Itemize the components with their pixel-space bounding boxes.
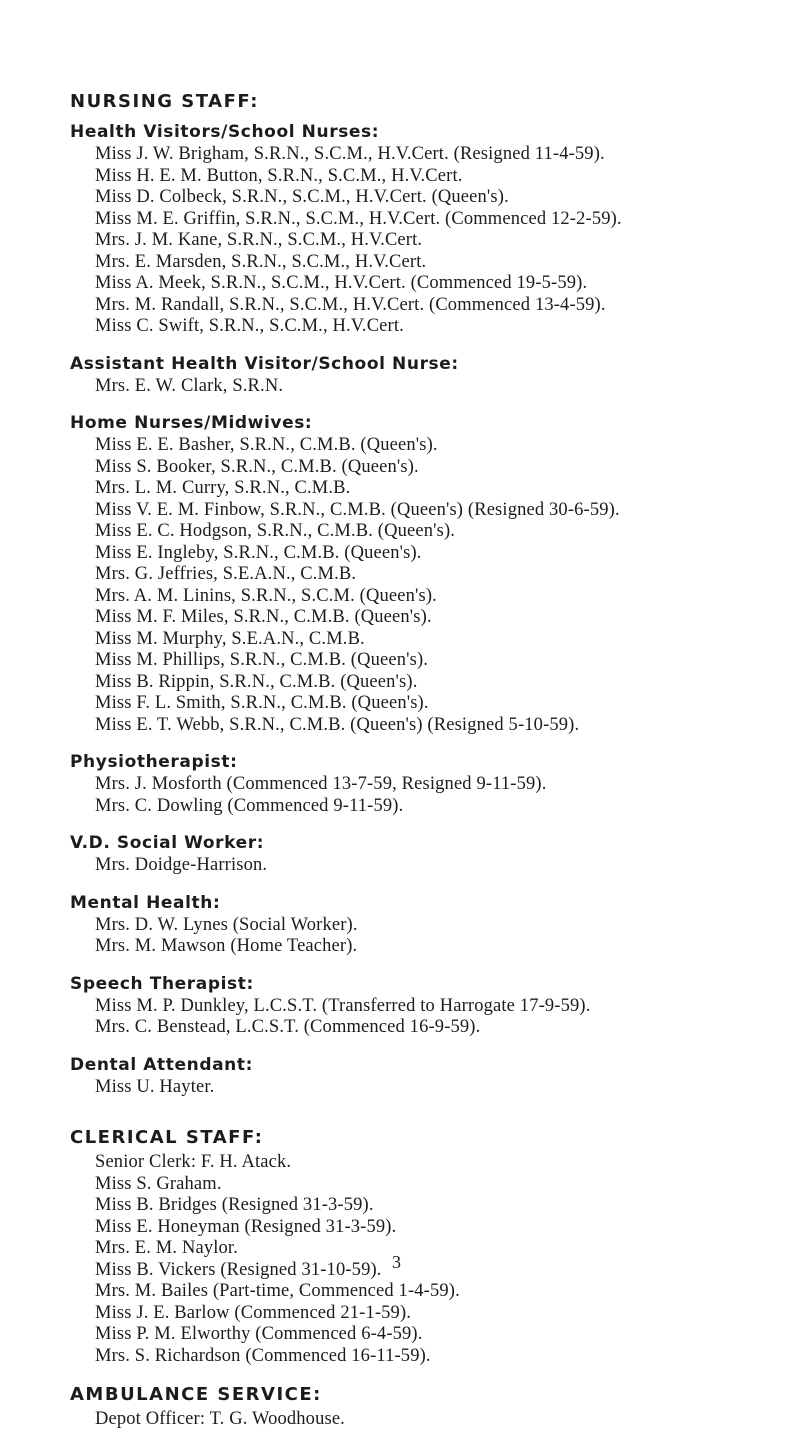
section-heading: Speech Therapist: <box>70 973 254 994</box>
staff-entry: Miss E. T. Webb, S.R.N., C.M.B. (Queen's) (Resigned 5-10-59). <box>95 714 580 735</box>
section-heading: Assistant Health Visitor/School Nurse: <box>70 353 459 374</box>
section-physiotherapist <box>70 750 790 817</box>
staff-entry: Miss U. Hayter. <box>95 1076 215 1097</box>
staff-entry: Mrs. A. M. Linins, S.R.N., S.C.M. (Queen's). <box>95 585 437 606</box>
staff-entry: Mrs. L. M. Curry, S.R.N., C.M.B. <box>95 478 351 498</box>
staff-entry: Miss E. C. Hodgson, S.R.N., C.M.B. (Queen's). <box>95 521 456 541</box>
staff-entry: Mrs. C. Benstead, L.C.S.T. (Commenced 16-9-59). <box>95 1017 481 1037</box>
staff-entry: Miss M. F. Miles, S.R.N., C.M.B. (Queen's). <box>95 607 432 627</box>
section-heading: V.D. Social Worker: <box>70 833 265 853</box>
staff-entry: Miss E. Honeyman (Resigned 31-3-59). <box>95 1216 397 1237</box>
staff-entry: Mrs. G. Jeffries, S.E.A.N., C.M.B. <box>95 564 357 584</box>
staff-entry: Miss C. Swift, S.R.N., S.C.M., H.V.Cert. <box>95 316 404 336</box>
clerical-staff-heading: CLERICAL STAFF: <box>70 1127 264 1148</box>
staff-entry: Miss M. Murphy, S.E.A.N., C.M.B. <box>95 628 365 649</box>
section-dental-attendant <box>70 1053 790 1099</box>
staff-entry: Mrs. C. Dowling (Commenced 9-11-59). <box>95 795 404 816</box>
staff-entry: Miss E. E. Basher, S.R.N., C.M.B. (Queen's). <box>95 435 438 455</box>
section-ambulance <box>70 1409 790 1431</box>
staff-entry: Miss S. Graham. <box>95 1173 222 1194</box>
section-clerical <box>70 1152 790 1367</box>
section-heading: Physiotherapist: <box>70 752 238 772</box>
staff-entry: Depot Officer: T. G. Woodhouse. <box>95 1409 345 1429</box>
staff-entry: Miss M. E. Griffin, S.R.N., S.C.M., H.V.Cert. (Commenced 12-2-59). <box>95 208 622 229</box>
staff-entry: Miss B. Vickers (Resigned 31-10-59). <box>95 1259 382 1280</box>
staff-entry: Miss B. Bridges (Resigned 31-3-59). <box>95 1195 374 1215</box>
staff-entry: Mrs. M. Mawson (Home Teacher). <box>95 936 358 956</box>
staff-entry: Mrs. E. W. Clark, S.R.N. <box>95 375 284 396</box>
section-speech-therapist <box>70 972 790 1039</box>
staff-entry: Miss B. Rippin, S.R.N., C.M.B. (Queen's). <box>95 671 418 692</box>
staff-entry: Miss M. Phillips, S.R.N., C.M.B. (Queen's). <box>95 650 429 670</box>
staff-entry: Miss P. M. Elworthy (Commenced 6-4-59). <box>95 1324 423 1344</box>
staff-entry: Mrs. E. M. Naylor. <box>95 1238 238 1258</box>
staff-entry: Senior Clerk: F. H. Atack. <box>95 1152 292 1172</box>
section-assistant-health-visitor <box>70 352 790 398</box>
section-vd-social-worker <box>70 831 790 877</box>
page-content <box>70 88 790 1445</box>
staff-entry: Mrs. E. Marsden, S.R.N., S.C.M., H.V.Cert. <box>95 251 427 272</box>
staff-entry: Mrs. J. Mosforth (Commenced 13-7-59, Resigned 9-11-59). <box>95 774 547 794</box>
staff-entry: Miss M. P. Dunkley, L.C.S.T. (Transferred to Harrogate 17-9-59). <box>95 995 591 1016</box>
ambulance-service-heading: AMBULANCE SERVICE: <box>70 1384 322 1405</box>
staff-entry: Miss V. E. M. Finbow, S.R.N., C.M.B. (Queen's) (Resigned 30-6-59). <box>95 499 620 520</box>
staff-entry: Miss A. Meek, S.R.N., S.C.M., H.V.Cert. (Commenced 19-5-59). <box>95 273 588 293</box>
section-home-nurses <box>70 411 790 736</box>
staff-entry: Miss F. L. Smith, S.R.N., C.M.B. (Queen's). <box>95 693 429 713</box>
section-mental-health <box>70 891 790 958</box>
staff-entry: Mrs. D. W. Lynes (Social Worker). <box>95 914 358 935</box>
staff-entry: Miss E. Ingleby, S.R.N., C.M.B. (Queen's). <box>95 542 422 563</box>
staff-entry: Mrs. Doidge-Harrison. <box>95 855 268 875</box>
section-heading: Mental Health: <box>70 892 221 913</box>
staff-entry: Miss J. E. Barlow (Commenced 21-1-59). <box>95 1302 412 1323</box>
staff-entry: Miss H. E. M. Button, S.R.N., S.C.M., H.V.Cert. <box>95 165 463 186</box>
staff-entry: Mrs. S. Richardson (Commenced 16-11-59). <box>95 1345 431 1366</box>
staff-entry: Mrs. M. Randall, S.R.N., S.C.M., H.V.Cert. (Commenced 13-4-59). <box>95 294 606 315</box>
staff-entry: Miss S. Booker, S.R.N., C.M.B. (Queen's). <box>95 456 419 477</box>
staff-entry: Mrs. J. M. Kane, S.R.N., S.C.M., H.V.Cert. <box>95 230 423 250</box>
section-heading: Dental Attendant: <box>70 1054 253 1075</box>
page-number: 3 <box>392 1252 401 1272</box>
staff-entry: Miss J. W. Brigham, S.R.N., S.C.M., H.V.Cert. (Resigned 11-4-59). <box>95 144 605 164</box>
nursing-staff-heading: NURSING STAFF: <box>70 91 259 112</box>
section-heading: Home Nurses/Midwives: <box>70 413 313 433</box>
staff-entry: Miss D. Colbeck, S.R.N., S.C.M., H.V.Cert. (Queen's). <box>95 187 509 207</box>
section-heading: Health Visitors/School Nurses: <box>70 122 380 142</box>
staff-entry: Mrs. M. Bailes (Part-time, Commenced 1-4-59). <box>95 1281 460 1301</box>
section-health-visitors <box>70 120 790 338</box>
